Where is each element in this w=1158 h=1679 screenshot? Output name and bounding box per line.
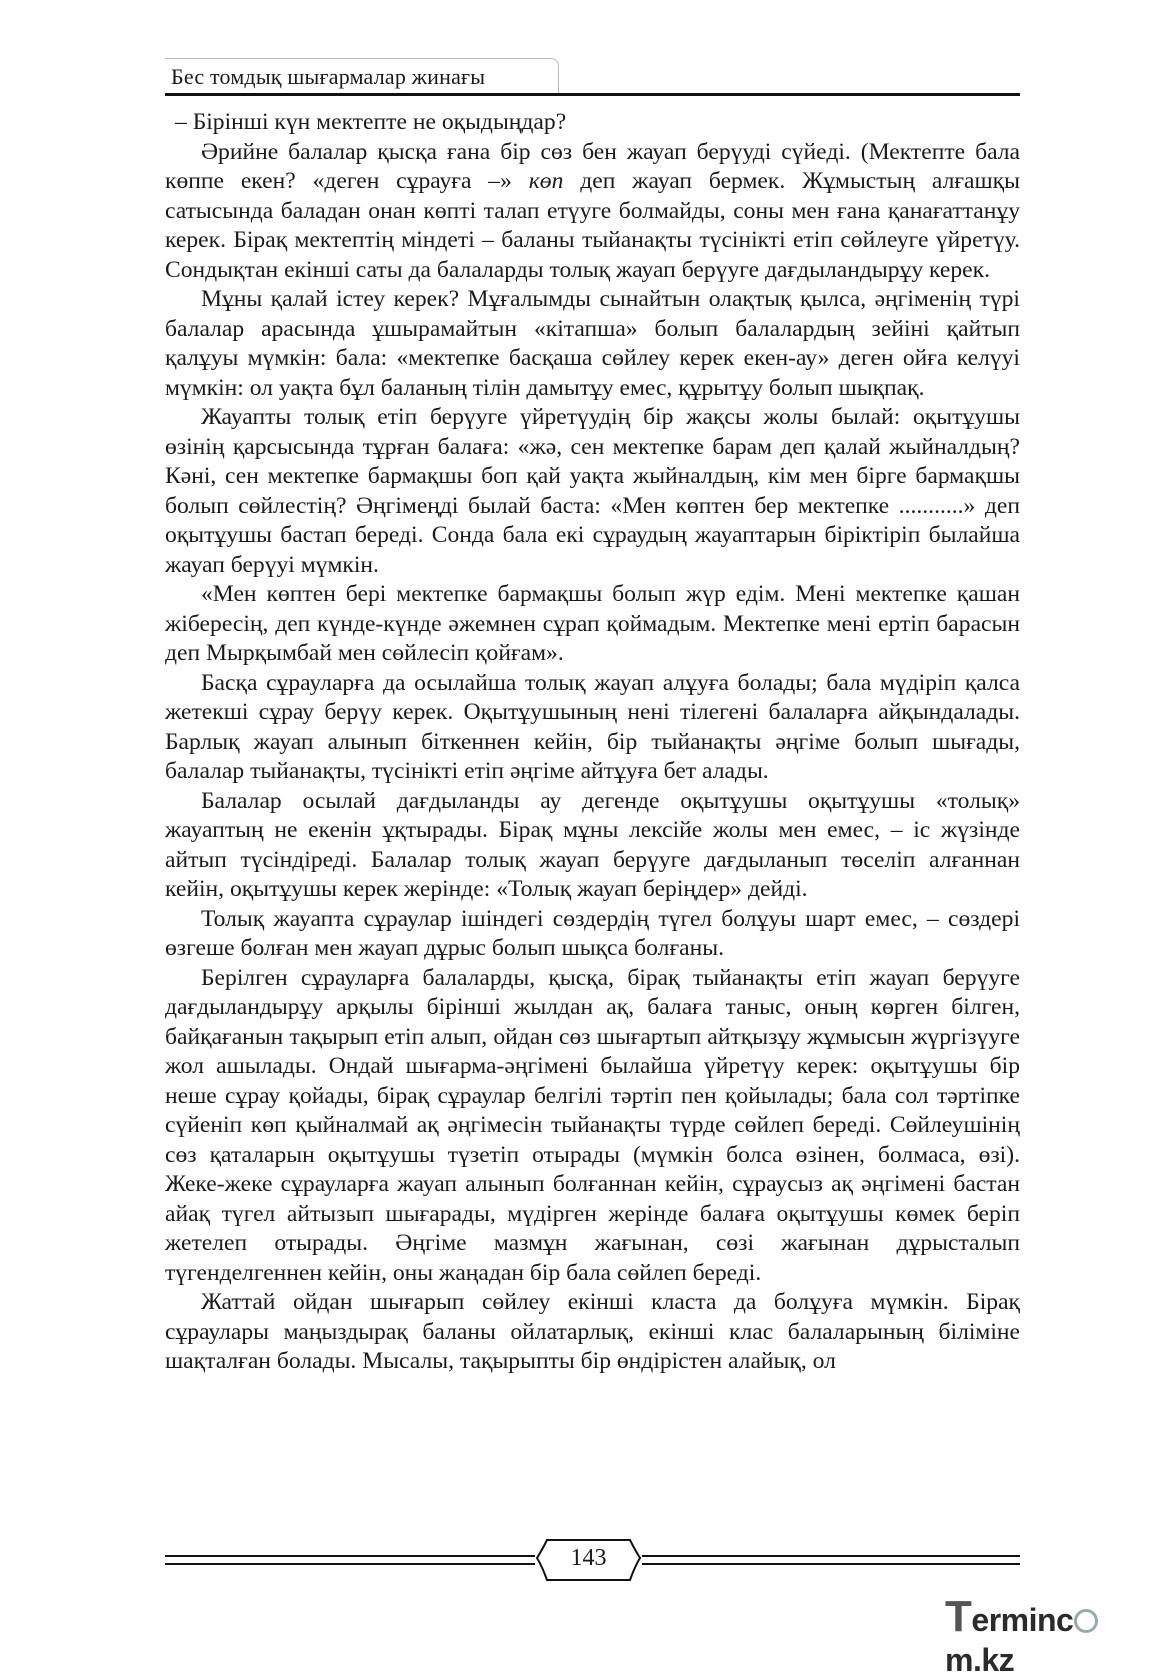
paragraph: – Бірінші күн мектепте не оқыдыңдар? xyxy=(175,109,567,135)
page-footer xyxy=(165,1538,1020,1588)
page-number: 143 xyxy=(570,1545,607,1571)
paragraph: «Мен көптен бері мектепке бармақшы болып жүр едім. Мені мектепке қашан жібересің, деп күнде-күнде әжемнен сұрап қоймадым. Мектепке мені ертіп барасын деп Мырқымбай мен сөйлесіп қойғам». xyxy=(165,581,1020,666)
paragraph: Толық жауапта сұраулар ішіндегі сөздердің түгел болұуы шарт емес, – сөздері өзгеше болған мен жауап дұрыс болып шықса болғаны. xyxy=(165,905,1020,961)
italic-word: көп xyxy=(528,168,564,194)
site-watermark-logo xyxy=(945,1592,1155,1678)
watermark-letter: T xyxy=(945,1592,972,1641)
paragraph-text: деп жауап бермек. Жұмыстың алғашқы сатысында баладан онан көпті талап етүуге болмайды, соны мен ғана қанағаттанұу керек. Бірақ мектептің міндеті – баланы тыйанақты түсінікті етіп сөйлеуге үйретүу. Сондықтан екінші саты да балаларды толық жауап берүуге дағдыландырұу керек. xyxy=(165,168,1020,283)
paragraph: Балалар осылай дағдыланды ау дегенде оқытұушы оқытұушы «толық» жауаптың не екенін ұқтырады. Бірақ мұны лексійе жолы мен емес, – іс жүзінде айтып түсіндіреді. Балалар толық жауап берүуге дағдыланып төселіп алғаннан кейін, оқытұушы керек жерінде: «Толық жауап беріңдер» дейді. xyxy=(165,787,1020,902)
paragraph: Жауапты толық етіп берүуге үйретүудің бір жақсы жолы былай: оқытұушы өзінің қарсысында тұрған балаға: «жә, сен мектепке барам деп қалай жыйналдың? Кәні, сен мектепке бармақшы боп қай уақта жыйналдың, кім мен бірге бармақшы болып сөйлестің? Әңгімеңді былай баста: «Мен көптен бер мектепке ...........» деп оқытұушы бастап береді. Сонда бала екі сұраудың жауаптарын біріктіріп былайша жауап берүуі мүмкін. xyxy=(165,404,1020,578)
paragraph xyxy=(165,138,1020,286)
watermark-text: erminc xyxy=(971,1602,1074,1638)
magnifier-icon xyxy=(1074,1609,1098,1633)
paragraph: Мұны қалай істеу керек? Мұғалымды сынайтын олақтық қылса, әңгіменің түрі балалар арасында ұшырамайтын «кітапша» болып балалардың зейіні қайтып қалұуы мүмкін: бала: «мектепке басқаша сөйлеу керек екен-ау» деген ойға келүуі мүмкін: ол уақта бұл баланың тілін дамытұу емес, құрытұу болып шықпақ. xyxy=(165,286,1020,401)
paragraph: Басқа сұрауларға да осылайша толық жауап алұуға болады; бала мүдіріп қалса жетекші сұрау берүу керек. Оқытұушының нені тілегені балаларға айқындалады. Барлық жауап алынып біткеннен кейін, бір тыйанақты әңгіме болып шығады, балалар тыйанақты, түсінікті етіп әңгіме айтұуға бет алады. xyxy=(165,669,1020,784)
book-title: Бес томдық шығармалар жинағы xyxy=(171,64,486,89)
paragraph-text: Әрийне балалар қысқа ғана бір сөз бен жауап берүуді сүйеді. (Мектепте бала көппе екен? «деген сұрауға –» xyxy=(165,138,1020,194)
header-rule xyxy=(165,93,1020,96)
page-body xyxy=(165,108,1020,1377)
watermark-text: m.kz xyxy=(945,1642,1015,1678)
page-number-frame xyxy=(535,1538,642,1582)
paragraph: Жаттай ойдан шығарып сөйлеу екінші класта да болұуға мүмкін. Бірақ сұраулары маңыздырақ баланы ойлатарлық, екінші клас балаларының біліміне шақталған болады. Мысалы, тақырыпты бір өндірістен алайық, ол xyxy=(165,1289,1020,1374)
footer-rule-right xyxy=(642,1555,1020,1565)
footer-rule-left xyxy=(165,1555,535,1565)
paragraph: Берілген сұрауларға балаларды, қысқа, бірақ тыйанақты етіп жауап берүуге дағдыландырұу арқылы бірінші жылдан ақ, балаға таныс, оның көрген білген, байқағанын тақырып етіп алып, ойдан сөз шығартып айтқызұу жұмысын жүргізүуге жол ашылады. Ондай шығарма-әңгімені былайша үйретүу керек: оқытұушы бір неше сұрау қойады, бірақ сұраулар белгілі тәртіп пен қойылады; бала сол тәртіпке сүйеніп көп қыйналмай ақ әңгімесін тыйанақты түрде сөйлеп береді. Сөйлеушінің сөз қаталарын оқытұушы түзетіп отырады (мүмкін болса өзінен, болмаса, өзі). Жеке-жеке сұрауларға жауап алынып болғаннан кейін, сұраусыз ақ әңгімені бастан айақ түгел айтызып шығарады, мүдірген жерінде балаға оқытұушы көмек беріп жетелеп отырады. Әңгіме мазмұн жағынан, сөзі жағынан дұрысталып түгенделгеннен кейін, оны жаңадан бір бала сөйлеп береді. xyxy=(165,964,1020,1286)
running-header xyxy=(165,58,1020,98)
